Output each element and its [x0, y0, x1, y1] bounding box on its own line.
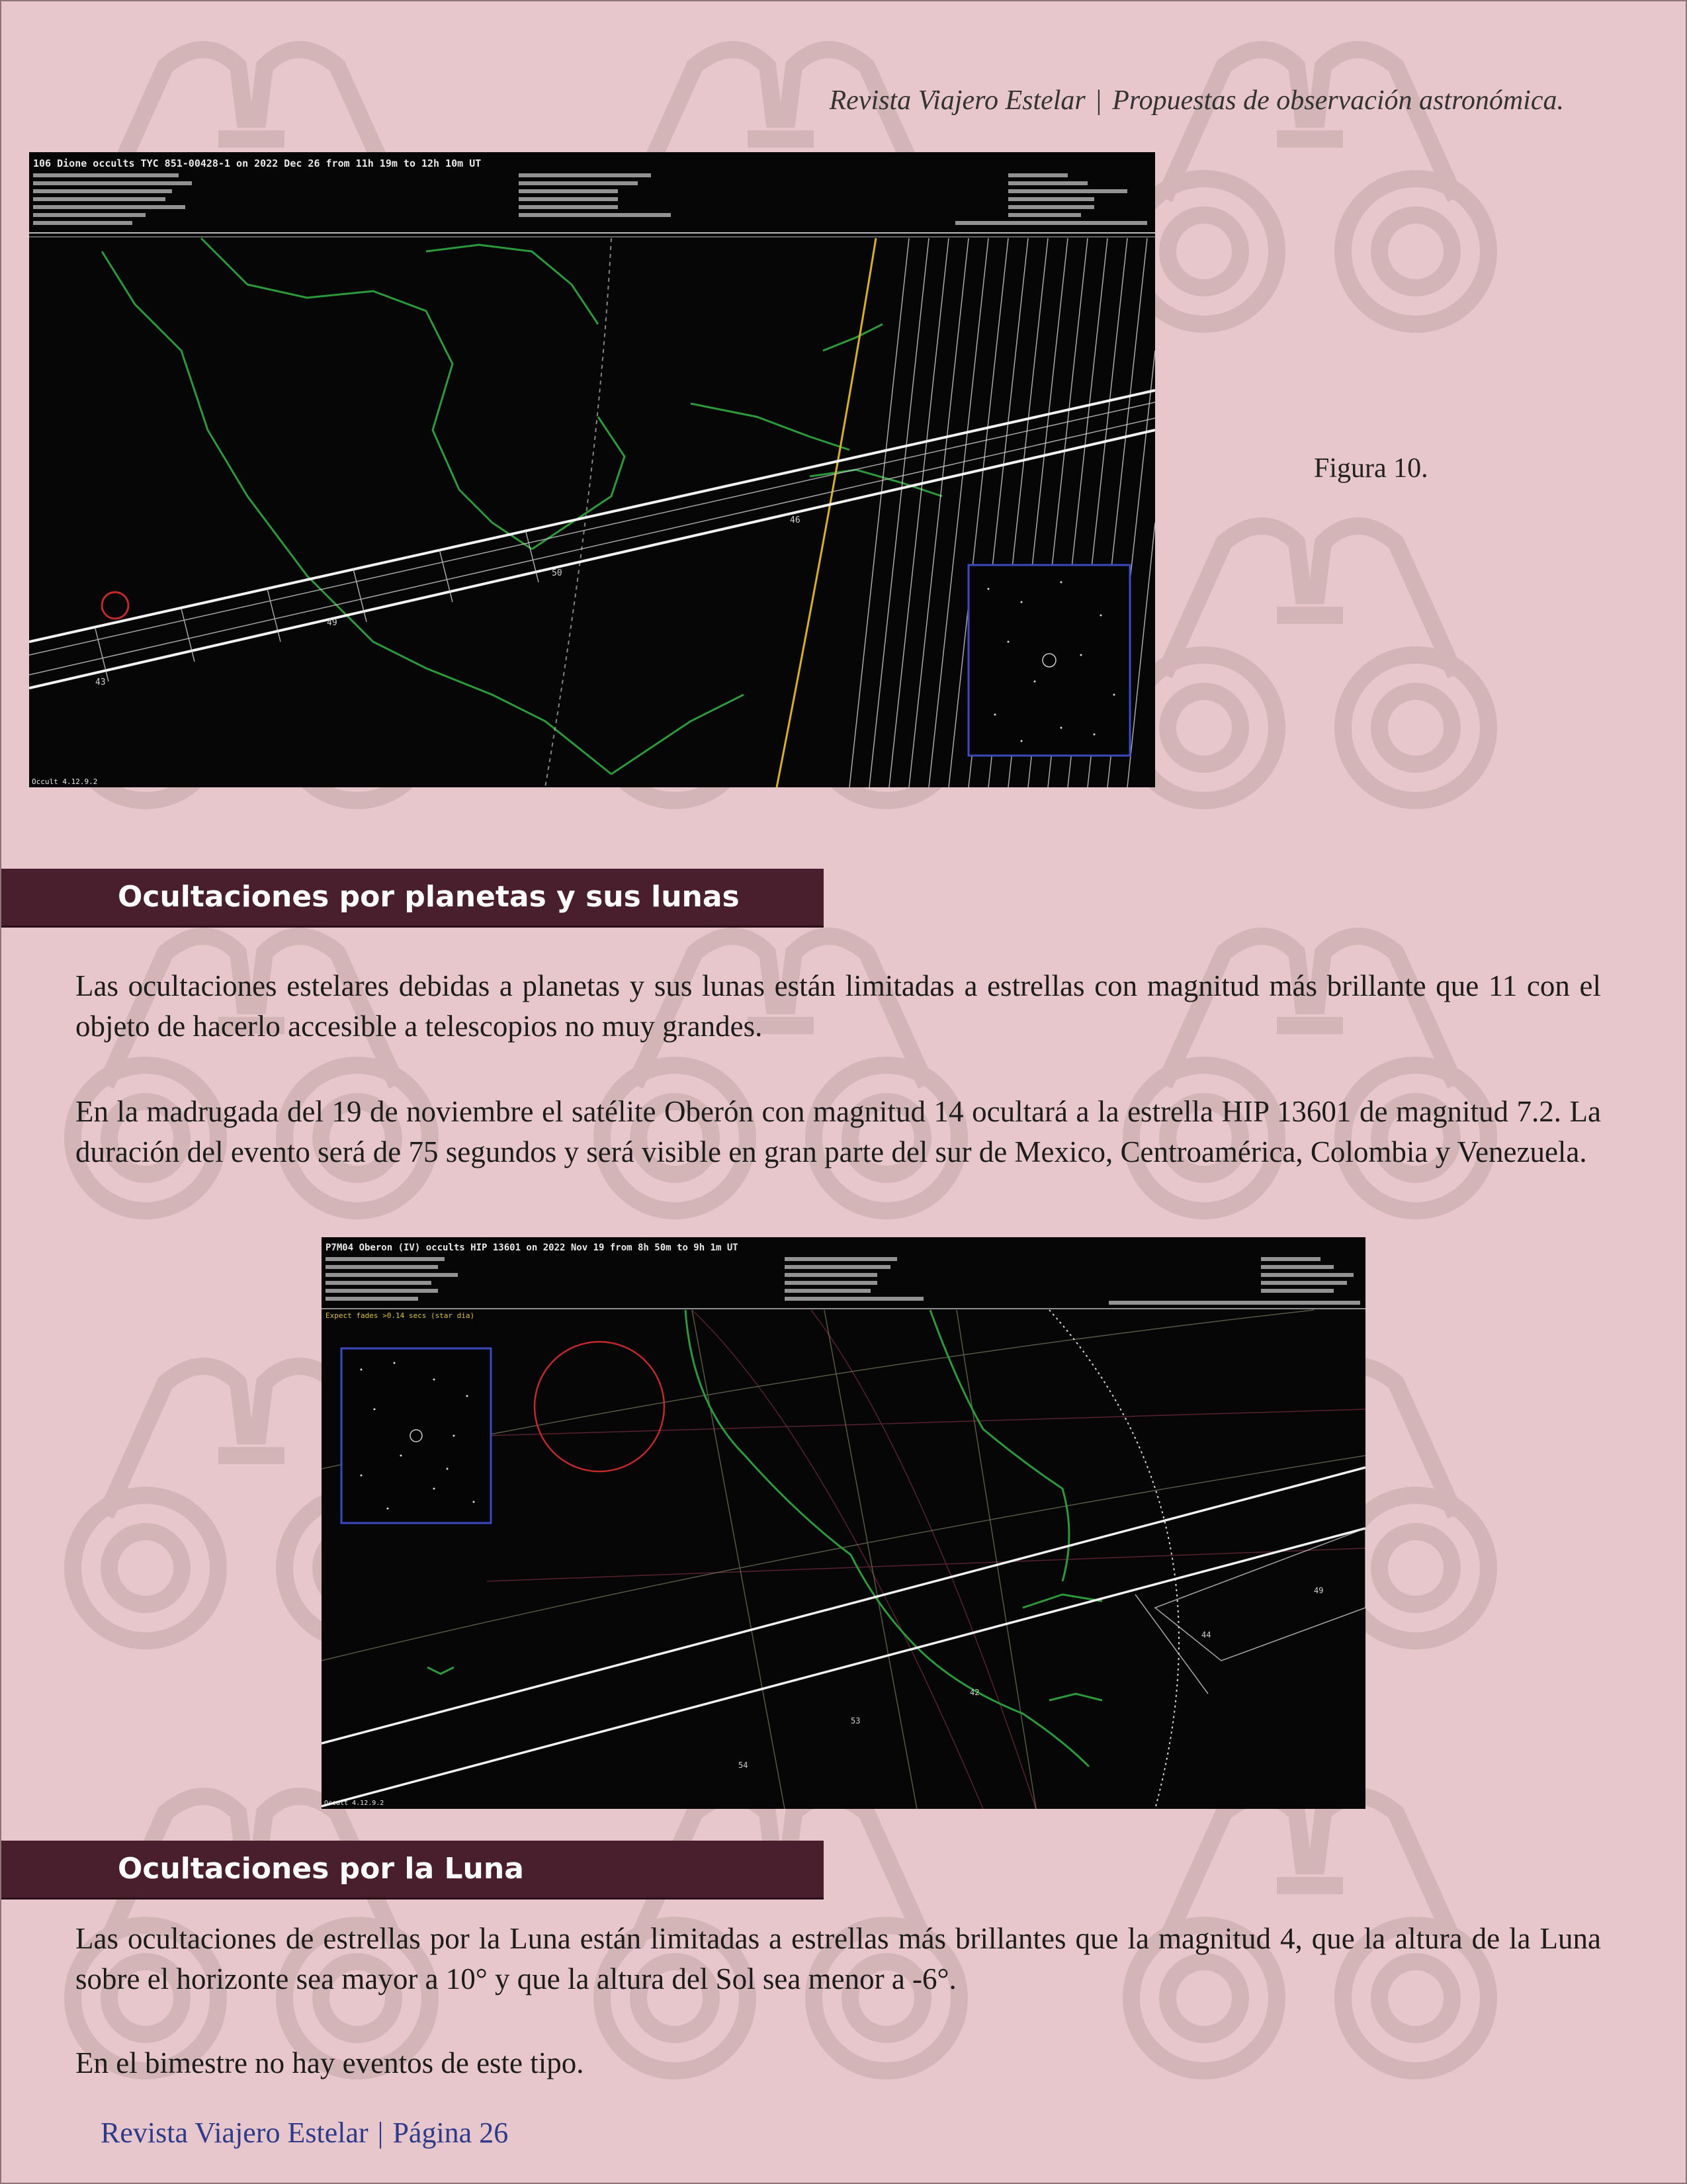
header-separator: | — [1096, 85, 1102, 116]
figure-11-path-label: 54 — [738, 1761, 748, 1770]
figure-11-path-label: 49 — [1314, 1586, 1324, 1595]
figure-10-path-label: 50 — [552, 568, 562, 578]
figure-11-path-label: 44 — [1201, 1630, 1211, 1639]
footer-page-number: Página 26 — [392, 2117, 509, 2149]
header-section: Propuestas de observación astronómica. — [1112, 85, 1564, 116]
figure-10-occultation-map — [29, 152, 1155, 787]
paragraph-moon-occultations: Las ocultaciones de estrellas por la Luna están limitadas a estrellas más brillantes que la magnitud 4, que la altura de la Luna sobre el horizonte sea mayor a 10° y que la altura del Sol sea menor a -6°. — [75, 1922, 1601, 1995]
figure-11-title: P7M04 Oberon (IV) occults HIP 13601 on 2022 Nov 19 from 8h 50m to 9h 1m UT — [325, 1243, 738, 1253]
figure-11-oberon-occultation-map — [322, 1237, 1365, 1809]
figure-10-path-label: 46 — [790, 515, 800, 525]
figure-10-caption: Figura 10. — [1314, 453, 1428, 484]
header-magazine: Revista Viajero Estelar — [829, 85, 1086, 116]
figure-11-subtitle: Expect fades >0.14 secs (star dia) — [325, 1311, 475, 1320]
figure-11-footer: Occult 4.12.9.2 — [324, 1800, 384, 1807]
section-heading-planets: Ocultaciones por planetas y sus lunas — [0, 869, 824, 926]
figure-10-star-chart-inset — [969, 565, 1130, 756]
paragraph-oberon-event: En la madrugada del 19 de noviembre el satélite Oberón con magnitud 14 ocultará a la estrella HIP 13601 de magnitud 7.2. La duración del evento será de 75 segundos y será visible en gran parte del sur de Mexico, Centroamérica, Colombia y Venezuela. — [75, 1095, 1601, 1168]
figure-10-title: 106 Dione occults TYC 851-00428-1 on 2022 Dec 26 from 11h 19m to 12h 10m UT — [33, 157, 482, 169]
section-heading-moon: Ocultaciones por la Luna — [0, 1841, 824, 1898]
figure-10-path-label: 49 — [327, 618, 337, 628]
footer-separator: | — [377, 2117, 384, 2149]
paragraph-no-events: En el bimestre no hay eventos de este tipo. — [75, 2046, 584, 2079]
running-header — [830, 85, 1564, 116]
figure-11-path-label: 53 — [851, 1716, 861, 1725]
paragraph-planet-occultations: Las ocultaciones estelares debidas a planetas y sus lunas están limitadas a estrellas con magnitud más brillante que 11 con el objeto de hacerlo accesible a telescopios no muy grandes. — [75, 969, 1601, 1043]
footer-magazine: Revista Viajero Estelar — [101, 2117, 368, 2149]
page-footer — [101, 2116, 508, 2150]
figure-10-footer: Occult 4.12.9.2 — [32, 777, 98, 786]
figure-11-path-label: 42 — [970, 1688, 980, 1697]
figure-10-path-label: 43 — [95, 677, 106, 687]
figure-11-star-chart-inset — [341, 1348, 491, 1523]
